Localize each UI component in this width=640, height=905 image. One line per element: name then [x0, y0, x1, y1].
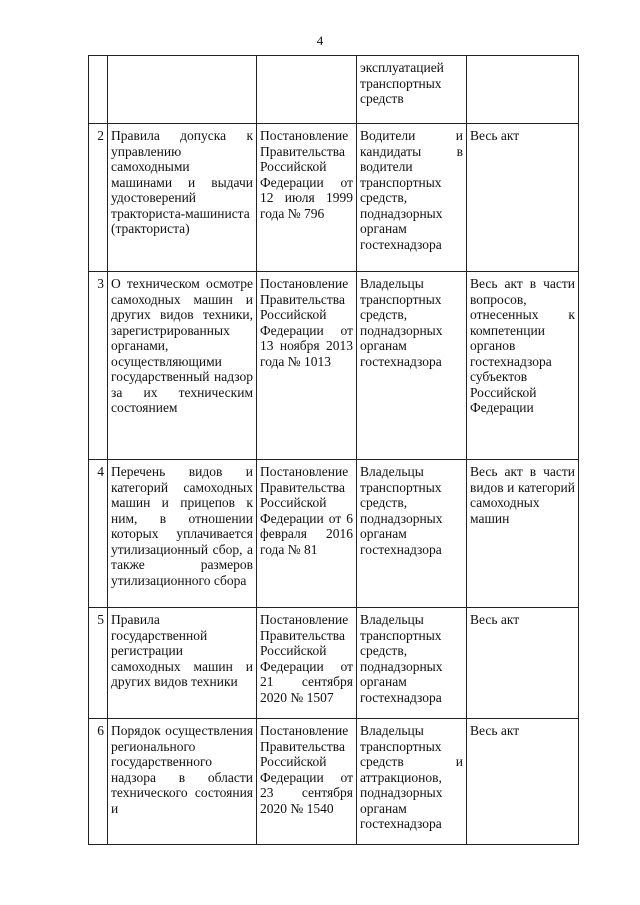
act-title: [108, 56, 257, 124]
act-details: Постановление Правительства Российской Федерации от 21 сентября 2020 № 1507: [257, 608, 357, 719]
row-number: 3: [89, 272, 108, 460]
act-details: Постановление Правительства Российской Федерации от 13 ноября 2013 года № 1013: [257, 272, 357, 460]
row-number: 5: [89, 608, 108, 719]
table-row: [89, 608, 579, 719]
table-row: [89, 272, 579, 460]
act-scope: Весь акт: [467, 124, 579, 272]
act-subjects: Водители и кандидаты в водители транспортных средств, поднадзорных органам гостехнадзора: [357, 124, 467, 272]
page-number: 4: [316, 33, 324, 48]
act-title: Правила государственной регистрации самоходных машин и других видов техники: [108, 608, 257, 719]
act-subjects: Владельцы транспортных средств, поднадзорных органам гостехнадзора: [357, 460, 467, 608]
table-row: [89, 56, 579, 124]
act-title: Перечень видов и категорий самоходных машин и прицепов к ним, в отношении которых уплачивается утилизационный сбор, а также размеров утилизационного сбора: [108, 460, 257, 608]
table-row: [89, 124, 579, 272]
row-number: 4: [89, 460, 108, 608]
act-scope: Весь акт: [467, 719, 579, 845]
act-title: Правила допуска к управлению самоходными машинами и выдачи удостоверений тракториста-машиниста (тракториста): [108, 124, 257, 272]
act-details: Постановление Правительства Российской Федерации от 6 февраля 2016 года № 81: [257, 460, 357, 608]
act-title: Порядок осуществления регионального государственного надзора в области технического состояния и: [108, 719, 257, 845]
regulations-table: [88, 55, 579, 845]
table-row: [89, 460, 579, 608]
row-number: [89, 56, 108, 124]
act-details: Постановление Правительства Российской Федерации от 23 сентября 2020 № 1540: [257, 719, 357, 845]
act-scope: Весь акт в части вопросов, отнесенных к компетенции органов гостехнадзора субъектов Российской Федерации: [467, 272, 579, 460]
act-title: О техническом осмотре самоходных машин и других видов техники, зарегистрированных органами, осуществляющими государственный надзор за их техническим состоянием: [108, 272, 257, 460]
act-subjects: Владельцы транспортных средств и аттракционов, поднадзорных органам гостехнадзора: [357, 719, 467, 845]
row-number: 6: [89, 719, 108, 845]
act-scope: Весь акт: [467, 608, 579, 719]
act-subjects: эксплуатацией транспортных средств: [357, 56, 467, 124]
act-details: [257, 56, 357, 124]
act-subjects: Владельцы транспортных средств, поднадзорных органам гостехнадзора: [357, 272, 467, 460]
act-details: Постановление Правительства Российской Федерации от 12 июля 1999 года № 796: [257, 124, 357, 272]
act-scope: [467, 56, 579, 124]
act-scope: Весь акт в части видов и категорий самоходных машин: [467, 460, 579, 608]
table-row: [89, 719, 579, 845]
act-subjects: Владельцы транспортных средств, поднадзорных органам гостехнадзора: [357, 608, 467, 719]
row-number: 2: [89, 124, 108, 272]
